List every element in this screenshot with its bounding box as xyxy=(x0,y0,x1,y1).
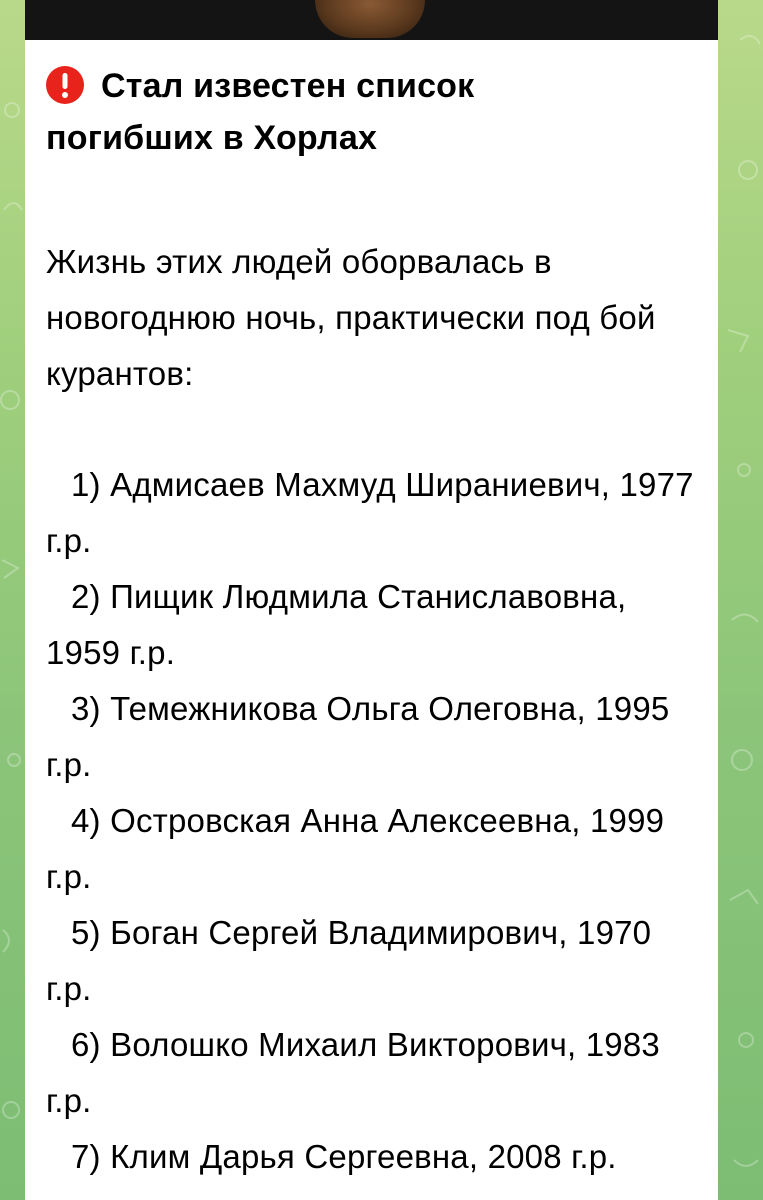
list-item: 3) Темежникова Ольга Олеговна, 1995 г.р. xyxy=(46,690,670,783)
headline-text xyxy=(46,60,475,164)
list-item: 5) Боган Сергей Владимирович, 1970 г.р. xyxy=(46,914,652,1007)
media-thumbnail xyxy=(315,0,425,38)
list-item: 6) Волошко Михаил Викторович, 1983 г.р. xyxy=(46,1026,660,1119)
media-preview[interactable] xyxy=(25,0,718,40)
list-item: 1) Адмисаев Махмуд Шираниевич, 1977 г.р. xyxy=(46,466,694,559)
list-item: 7) Клим Дарья Сергеевна, 2008 г.р. xyxy=(71,1138,617,1175)
list-item: 2) Пищик Людмила Станиславовна, 1959 г.р. xyxy=(46,578,627,671)
message-text xyxy=(46,60,701,1185)
victims-list xyxy=(46,457,701,1185)
message-bubble[interactable] xyxy=(25,0,718,1200)
headline-line-2: погибших в Хорлах xyxy=(46,119,378,157)
headline xyxy=(46,60,701,164)
headline-line-1: Стал известен список xyxy=(101,67,475,105)
exclamation-icon xyxy=(46,66,84,104)
intro-paragraph: Жизнь этих людей оборвалась в новогоднюю ночь, практически под бой курантов: xyxy=(46,243,656,392)
list-item: 4) Островская Анна Алексеевна, 1999 г.р. xyxy=(46,802,665,895)
